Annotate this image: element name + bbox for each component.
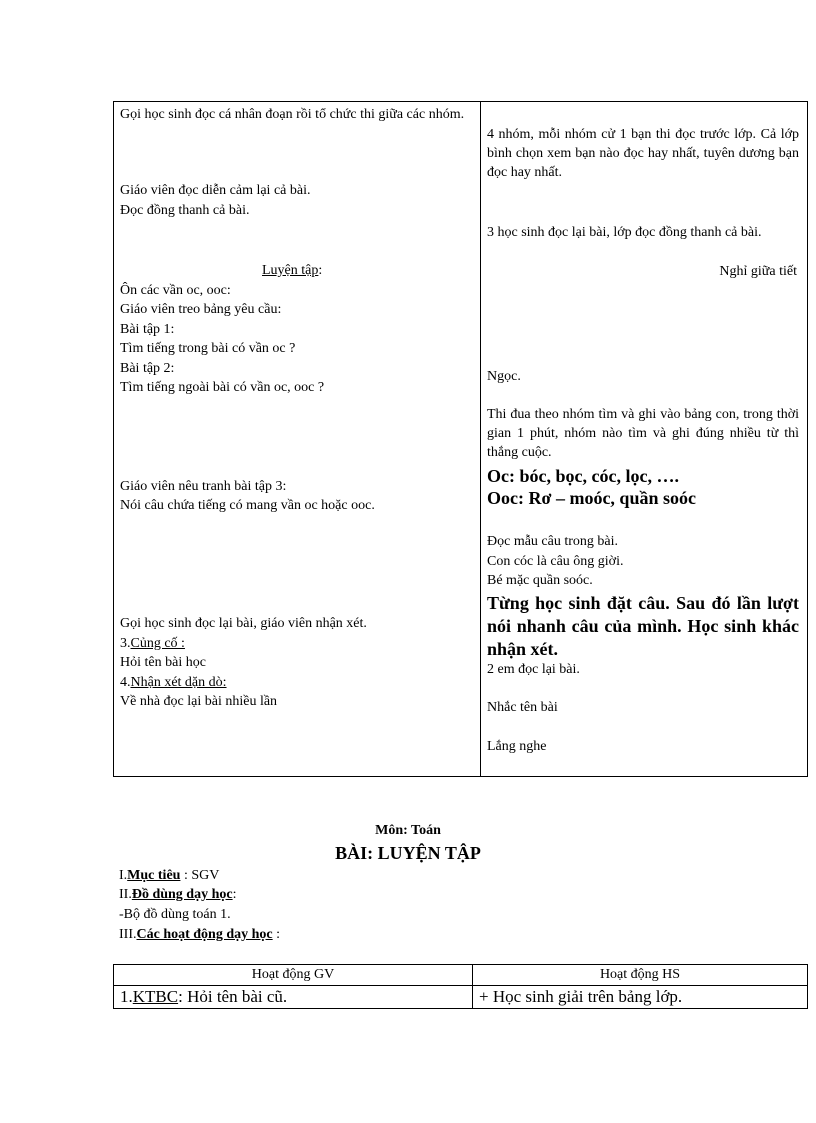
- lesson-activities-table: [113, 101, 808, 777]
- right-text-model-sentence: Đọc mẫu câu trong bài.: [487, 534, 619, 549]
- left-text-chorus: Đọc đồng thanh cả bài.: [120, 203, 250, 218]
- table-header-row: [114, 965, 808, 986]
- left-text-homework: Về nhà đọc lại bài nhiều lần: [120, 694, 278, 709]
- column-divider: [480, 102, 481, 776]
- right-text-competition: Thi đua theo nhóm tìm và ghi vào bảng con, trong thời gian 1 phút, nhóm nào tìm và ghi đúng nhiều từ thì thắng cuộc.: [487, 407, 799, 460]
- left-text-consolidate: 3.Củng cố :: [120, 636, 185, 651]
- right-text-two-read: 2 em đọc lại bài.: [487, 662, 580, 677]
- cell-teacher-ktbc: 1.KTBC: Hỏi tên bài cũ.: [114, 986, 473, 1009]
- left-heading-practice: Luyện tập:: [262, 263, 323, 278]
- right-text-answer-ngoc: Ngọc.: [487, 369, 521, 384]
- left-text-review-rhymes: Ôn các vần oc, ooc:: [120, 283, 231, 298]
- right-text-groups: 4 nhóm, mỗi nhóm cử 1 bạn thi đọc trước lớp. Cả lớp bình chọn xem bạn nào đọc hay nhất, tuyên dương bạn đọc hay nhất.: [487, 127, 799, 180]
- left-text-ask-title: Hỏi tên bài học: [120, 655, 206, 670]
- right-text-ooc-words: Ooc: Rơ – moóc, quần soóc: [487, 488, 696, 508]
- left-text-board: Giáo viên treo bảng yêu cầu:: [120, 302, 282, 317]
- table-row: [114, 986, 808, 1009]
- left-text-remarks: 4.Nhận xét dặn dò:: [120, 675, 227, 690]
- left-text-reread: Gọi học sinh đọc lại bài, giáo viên nhận xét.: [120, 616, 367, 631]
- section-activities: III.Các hoạt động dạy học :: [119, 927, 281, 942]
- right-text-sentence-2: Bé mặc quần soóc.: [487, 573, 593, 588]
- left-text-teacher-read: Giáo viên đọc diễn cảm lại cả bài.: [120, 183, 311, 198]
- right-text-reread: 3 học sinh đọc lại bài, lớp đọc đồng thanh cả bài.: [487, 225, 762, 240]
- left-text-exercise-1-task: Tìm tiếng trong bài có vần oc ?: [120, 341, 296, 356]
- section-objectives: I.Mục tiêu : SGV: [119, 868, 220, 883]
- header-student-activity: Hoạt động HS: [473, 965, 808, 986]
- right-text-oc-words: Oc: bóc, bọc, cóc, lọc, ….: [487, 466, 679, 486]
- left-text-exercise-3-task: Nói câu chứa tiếng có mang vần oc hoặc ooc.: [120, 498, 375, 513]
- left-text-exercise-1: Bài tập 1:: [120, 322, 175, 337]
- math-activities-table: [113, 964, 808, 1009]
- lesson-title: BÀI: LUYỆN TẬP: [335, 843, 481, 863]
- left-text-exercise-2-task: Tìm tiếng ngoài bài có vần oc, ooc ?: [120, 380, 325, 395]
- subject-label: Môn: Toán: [375, 823, 441, 838]
- section-materials: II.Đồ dùng dạy học:: [119, 887, 237, 902]
- left-text-group-call: Gọi học sinh đọc cá nhân đoạn rồi tổ chức thi giữa các nhóm.: [120, 107, 465, 122]
- header-teacher-activity: Hoạt động GV: [114, 965, 473, 986]
- right-text-listen: Lắng nghe: [487, 739, 547, 754]
- left-text-exercise-3: Giáo viên nêu tranh bài tập 3:: [120, 479, 287, 494]
- cell-student-ktbc: + Học sinh giải trên bảng lớp.: [473, 986, 808, 1009]
- right-text-repeat-title: Nhắc tên bài: [487, 700, 558, 715]
- section-materials-item: -Bộ đồ dùng toán 1.: [119, 907, 231, 922]
- left-text-exercise-2: Bài tập 2:: [120, 361, 175, 376]
- right-text-break: Nghỉ giữa tiết: [719, 264, 797, 279]
- right-text-sentence-1: Con cóc là câu ông giời.: [487, 554, 624, 569]
- right-text-each-student: Từng học sinh đặt câu. Sau đó lần lượt nói nhanh câu của mình. Học sinh khác nhận xét.: [487, 593, 799, 659]
